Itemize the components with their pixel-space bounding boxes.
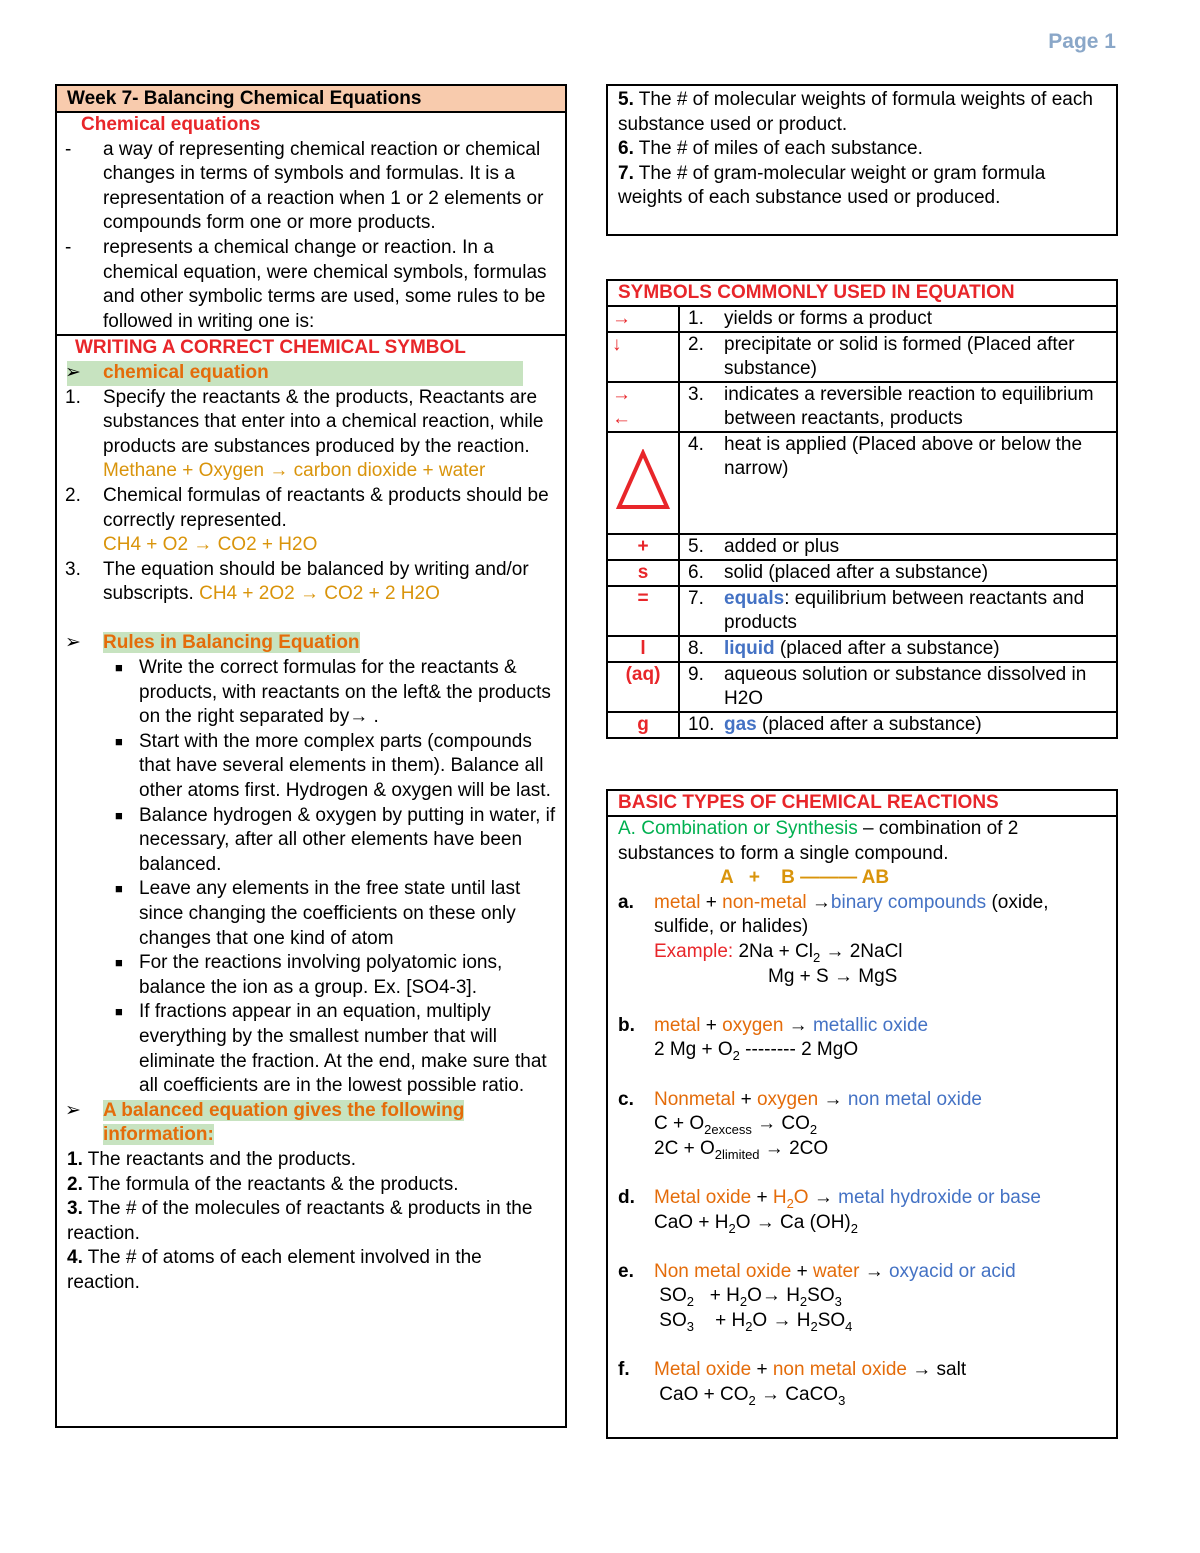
rule-item: ■ For the reactions involving polyatomic ions, balance the ion as a group. Ex. [SO4-3]. xyxy=(115,952,503,998)
reversible-arrow-icon: → ← xyxy=(612,384,631,429)
step-3: 3. The equation should be balanced by writing and/or subscripts. CH4 + 2O2 → CO2 + 2 H2O xyxy=(65,558,529,605)
symbol-row xyxy=(607,432,1117,534)
reaction-types-box xyxy=(606,789,1118,1439)
symbol-cell: ↓ xyxy=(607,332,679,382)
definition-2: - represents a chemical change or reaction. In a chemical equation, were chemical symbols, formulas and other symbolic terms are used, some rules to be followed in writing one is: xyxy=(65,236,547,332)
reaction-a-d: d. Metal oxide + $H_2O$ → metal hydroxide or base CaO + $H_2O \to Ca$ $(OH)_2$ xyxy=(618,1186,1041,1236)
symbol-cell: l xyxy=(607,636,679,662)
symbol-cell xyxy=(607,432,679,534)
reaction-a-c: c. Nonmetal + oxygen → non metal oxide $C + O_{2excess} \to CO_2$ $2C + O_{2limited} \to 2CO$ xyxy=(618,1088,982,1162)
reaction-a-formula: A + B ——— AB xyxy=(720,867,890,889)
symbol-description: 4. heat is applied (Placed above or below the narrow) xyxy=(679,432,1117,534)
symbol-row xyxy=(607,662,1117,712)
rule-item: ■ Balance hydrogen & oxygen by putting in water, if necessary, after all other elements have been balanced. xyxy=(115,804,556,875)
step-2: 2. Chemical formulas of reactants & products should be correctly represented. CH4 + O2 → CO2 + H2O xyxy=(65,484,549,556)
reaction-a: A. Combination or Synthesis – combination of 2 substances to form a single compound. xyxy=(618,818,1019,864)
delta-heat-icon xyxy=(615,449,671,511)
symbol-description: 3. indicates a reversible reaction to equilibrium between reactants, products xyxy=(679,382,1117,432)
symbol-description: 2. precipitate or solid is formed (Placed after substance) xyxy=(679,332,1117,382)
symbol-description: 7. equals: equilibrium between reactants and products xyxy=(679,586,1117,636)
rule-item: ■ Start with the more complex parts (compounds that have several elements in them). Balance all other atoms first. Hydrogen & oxygen will be last. xyxy=(115,730,551,802)
symbol-row xyxy=(607,636,1117,662)
symbol-row xyxy=(607,712,1117,738)
symbol-row xyxy=(607,382,1117,432)
reaction-a-b: b. metal + oxygen → metallic oxide 2 $Mg + O_2$ -------- 2 MgO xyxy=(618,1014,929,1064)
reaction-a-e: e. Non metal oxide + water → oxyacid or acid $SO_2 + H_2O\to H_2SO_3$ $SO_3$ + $H_2O \to H_2SO_4$ xyxy=(618,1260,1016,1334)
week-title: Week 7- Balancing Chemical Equations xyxy=(57,86,565,113)
info-item: 5. The # of molecular weights of formula weights of each substance used or product. xyxy=(618,89,1093,135)
symbol-cell: = xyxy=(607,586,679,636)
symbol-description: 5. added or plus xyxy=(679,534,1117,560)
info-list xyxy=(57,1148,565,1296)
symbol-cell: → xyxy=(607,306,679,332)
rule-item: ■ Write the correct formulas for the reactants & products, with reactants on the left& the products on the right separated by→ . xyxy=(115,657,551,728)
info-continued-box xyxy=(606,84,1118,236)
symbols-title: SYMBOLS COMMONLY USED IN EQUATION xyxy=(607,280,1117,306)
symbol-row xyxy=(607,560,1117,586)
info-item: 3. The # of the molecules of reactants & products in the reaction. xyxy=(67,1198,533,1244)
symbol-row xyxy=(607,306,1117,332)
page-number: Page 1 xyxy=(1048,30,1116,53)
symbol-cell: s xyxy=(607,560,679,586)
writing-heading: WRITING A CORRECT CHEMICAL SYMBOL xyxy=(57,334,565,361)
symbol-row xyxy=(607,332,1117,382)
symbol-cell: g xyxy=(607,712,679,738)
rules-list xyxy=(57,656,565,1099)
symbol-cell xyxy=(607,382,679,432)
info-item: 7. The # of gram-molecular weight or gram formula weights of each substance used or produced. xyxy=(618,162,1046,209)
symbol-cell: (aq) xyxy=(607,662,679,712)
symbol-cell: + xyxy=(607,534,679,560)
symbol-row xyxy=(607,534,1117,560)
info-item: 4. The # of atoms of each element involved in the reaction. xyxy=(67,1247,482,1293)
info-item: 6. The # of miles of each substance. xyxy=(618,138,923,160)
symbol-description: 10. gas (placed after a substance) xyxy=(679,712,1117,738)
chem-eq-heading: Chemical equations xyxy=(81,114,261,135)
symbol-description: 8. liquid (placed after a substance) xyxy=(679,636,1117,662)
reactions-title: BASIC TYPES OF CHEMICAL REACTIONS xyxy=(608,791,1116,817)
info-item: 2. The formula of the reactants & the products. xyxy=(67,1173,459,1195)
left-notes-box xyxy=(55,84,567,1428)
info-item: 1. The reactants and the products. xyxy=(67,1148,357,1170)
symbol-row xyxy=(607,586,1117,636)
chem-eq-bullet: ➢ chemical equation xyxy=(57,361,565,386)
symbols-table xyxy=(606,279,1118,739)
symbol-description: 1. yields or forms a product xyxy=(679,306,1117,332)
step-1: 1. Specify the reactants & the products, Reactants are substances that enter into a chemical reaction, while products are substances produced by the reaction. Methane + Oxygen → carbon dioxide + water xyxy=(65,386,544,482)
reaction-a-a: a. metal + non-metal →binary compounds (oxide, sulfide, or halides) Example: $2Na + Cl_2$ → 2NaCl Mg + S → MgS xyxy=(618,891,1049,987)
info-heading: ➢ A balanced equation gives the following information: xyxy=(65,1099,465,1146)
rule-item: ■ If fractions appear in an equation, multiply everything by the smallest number that will eliminate the fraction. At the end, make sure that all coefficients are in the lowest possible ratio. xyxy=(115,1001,547,1097)
rules-heading: ➢ Rules in Balancing Equation xyxy=(65,632,360,654)
definition-1: - a way of representing chemical reaction or chemical changes in terms of symbols and formulas. It is a representation of a reaction when 1 or 2 elements or compounds form one or more products. xyxy=(65,138,544,234)
reaction-a-f: f. Metal oxide + non metal oxide → salt CaO + $CO_2$ → CaCO$_3$ xyxy=(618,1359,967,1408)
rule-item: ■ Leave any elements in the free state until last since changing the coefficients on these only changes that one kind of atom xyxy=(115,878,521,949)
symbol-description: 9. aqueous solution or substance dissolved in H2O xyxy=(679,662,1117,712)
symbol-description: 6. solid (placed after a substance) xyxy=(679,560,1117,586)
